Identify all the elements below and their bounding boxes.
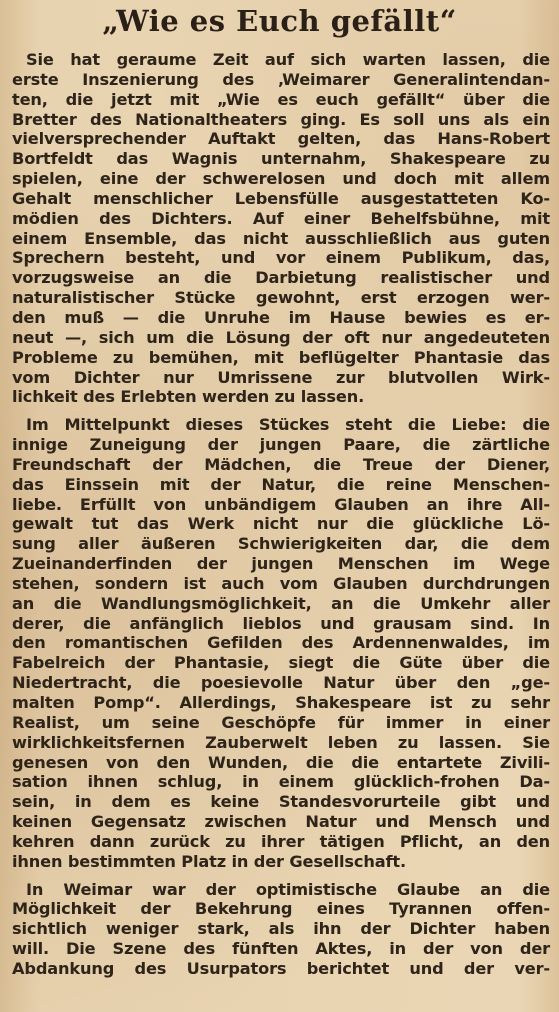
article-line: Realist, um seine Geschöpfe für immer in einer (12, 712, 550, 732)
article-line: mödien des Dichters. Auf einer Behelfsbühne, mit (12, 208, 550, 228)
article-line: Freundschaft der Mädchen, die Treue der Diener, (12, 454, 550, 474)
article-line: vom Dichter nur Umrissene zur blutvollen Wirk- (12, 367, 550, 387)
article-title: „Wie es Euch gefällt“ (102, 4, 457, 38)
article-line: den muß — die Unruhe im Hause bewies es er- (12, 307, 550, 327)
article-line: spielen, eine der schwerelosen und doch mit allem (12, 169, 550, 189)
article-line: malten Pomp“. Allerdings, Shakespeare ist zu sehr (12, 693, 550, 712)
article-line: sation ihnen schlug, in einem glücklich-frohen Da- (12, 772, 550, 792)
article-line: wirklichkeitsfernen Zauberwelt leben zu lassen. Sie (12, 732, 550, 752)
article-line: ten, die jetzt mit „Wie es euch gefällt“ über die (12, 89, 550, 109)
article-body (12, 50, 550, 979)
article-line: kehren dann zurück zu ihrer tätigen Pflicht, an den (12, 831, 550, 851)
article-line: Bortfeldt das Wagnis unternahm, Shakespeare zu (12, 149, 550, 169)
article-line: Sie hat geraume Zeit auf sich warten lassen, die (26, 50, 550, 69)
article-line: Niedertracht, die poesievolle Natur über den „ge- (12, 673, 550, 693)
article-line: Sprechern besteht, und vor einem Publikum, das, (12, 248, 550, 268)
article-line: vielversprechender Auftakt gelten, das Hans-Robert (12, 129, 550, 149)
article-line: sein, in dem es keine Standesvorurteile gibt und (12, 792, 550, 812)
article-line: Im Mittelpunkt dieses Stückes steht die Liebe: die (26, 415, 550, 435)
article-paragraph (12, 415, 550, 871)
article-line: stehen, sondern ist auch vom Glauben durchdrungen (12, 573, 550, 593)
article-line: Abdankung des Usurpators berichtet und der ver- (12, 958, 550, 978)
article-line: den romantischen Gefilden des Ardennenwaldes, im (12, 633, 550, 653)
article-line: derer, die anfänglich lieblos und grausam sind. In (12, 613, 550, 633)
article-line: Probleme zu bemühen, mit beflügelter Phantasie das (12, 347, 550, 367)
article-line: vorzugsweise an die Darbietung realistischer und (12, 268, 550, 288)
article-line: das Einssein mit der Natur, die reine Menschen- (12, 474, 550, 494)
paragraph-gap (12, 407, 550, 415)
article-line: Gehalt menschlicher Lebensfülle ausgestatteten Ko- (12, 188, 550, 208)
article-line: In Weimar war der optimistische Glaube an die (26, 879, 550, 899)
article-line: Zueinanderfinden der jungen Menschen im Wege (12, 554, 550, 574)
article-line: an die Wandlungsmöglichkeit, an die Umkehr aller (12, 593, 550, 613)
article-line: liebe. Erfüllt von unbändigem Glauben an ihre All- (12, 494, 550, 514)
article-line: ihnen bestimmten Platz in der Gesellschaft. (12, 851, 406, 871)
article-line: Bretter des Nationaltheaters ging. Es soll uns als ein (12, 109, 550, 129)
article-line: sung aller äußeren Schwierigkeiten dar, die dem (12, 534, 550, 554)
article-line: innige Zuneigung der jungen Paare, die zärtliche (12, 435, 550, 455)
article-line: sichtlich weniger stark, als ihn der Dichter haben (12, 919, 550, 939)
paragraph-gap (12, 872, 550, 880)
article-line: gewalt tut das Werk nicht nur die glückliche Lö- (12, 514, 550, 534)
article-line: lichkeit des Erlebten werden zu lassen. (12, 387, 365, 407)
article-line: Fabelreich der Phantasie, siegt die Güte über die (12, 653, 550, 673)
article-line: keinen Gegensatz zwischen Natur und Mensch und (12, 812, 550, 832)
article-paragraph (12, 50, 550, 407)
article-line: erste Inszenierung des ‚Weimarer Generalintendan- (12, 69, 550, 89)
article-line: will. Die Szene des fünften Aktes, in der von der (12, 939, 550, 959)
article-line: genesen von den Wunden, die die entartete Zivili- (12, 752, 550, 772)
article-line: naturalistischer Stücke gewohnt, erst erzogen wer- (12, 288, 550, 308)
article-paragraph (12, 880, 550, 979)
article-line: neut —, sich um die Lösung der oft nur angedeuteten (12, 327, 550, 347)
article-line: Möglichkeit der Bekehrung eines Tyrannen offen- (12, 899, 550, 919)
article-line: einem Ensemble, das nicht ausschließlich aus guten (12, 228, 550, 248)
